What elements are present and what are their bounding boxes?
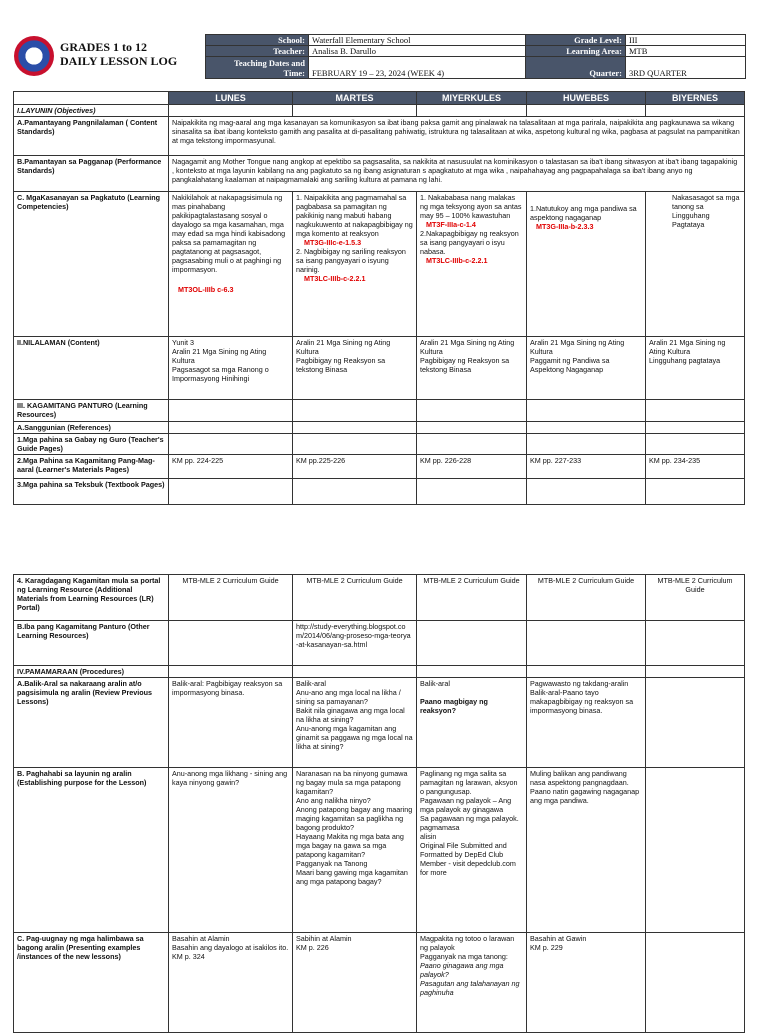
materials-label: III. KAGAMITANG PANTURO (Learning Resources) xyxy=(14,400,169,422)
content-label: II.NILALAMAN (Content) xyxy=(14,337,169,400)
grade-label: Grade Level: xyxy=(526,35,626,46)
examples-label: C. Pag-uugnay ng mga halimbawa sa bagong aralin (Presenting examples /instances of the new lessons) xyxy=(14,933,169,1033)
add-huwebes: MTB-MLE 2 Curriculum Guide xyxy=(527,575,646,621)
lesson-table-2 xyxy=(13,574,745,1033)
competency-lunes: Nakikilahok at nakapagsisimula ng mas pinahabang pakikipagtalastasang sosyal o dayalogo sa mga kasamahan, mga may edad sa mga hindi kabisadong paksa sa pamamagitan ng pagtatanong at pagsasagot, pagsasabing muli o at paghingi ng impormasyon. MT3OL-IIIb c-6.3 xyxy=(169,192,293,337)
area-label: Learning Area: xyxy=(526,46,626,57)
lm-biyernes: KM pp. 234-235 xyxy=(646,455,745,479)
purpose-label: B. Paghahabi sa layunin ng aralin (Establishing purpose for the Lesson) xyxy=(14,768,169,933)
other-resources-label: B.Iba pang Kagamitang Panturo (Other Learning Resources) xyxy=(14,621,169,666)
lm-martes: KM pp.225-226 xyxy=(293,455,417,479)
competency-miyerkules: 1. Nakababasa nang malakas ng mga teksyong ayon sa antas may 95 – 100% kawastuhan MT3F-IIIa-c-1.4 2.Nakapagbibigay ng reaksyon sa isang pangyayari o isyu nabasa. MT3LC-IIIb-c-2.2.1 xyxy=(417,192,527,337)
content-standards-label: A.Pamantayang Pangnilalaman ( Content Standards) xyxy=(14,117,169,156)
day-huwebes: HUWEBES xyxy=(527,92,646,105)
procedures-heading: IV.PAMAMARAAN (Procedures) xyxy=(14,666,169,678)
content-standards-text: Naipakikita ng mag-aaral ang mga kasanayan sa komunikasyon sa ibat ibang paksa gamit ang pinalawak na talasalitaan at mga parirala, naipakikita ang pagkaunawa sa wikang sinasalita sa ibat ibang konteksto gamith ang pasalita at di-pasalitang pahiwatig, istruktura ng talasalitaan at wika, aspetong kultural ng wika, pagbasa at pagsulat na pampanitikan at mga tekstong impormasyunal. xyxy=(169,117,745,156)
performance-standards-label: B.Pamantayan sa Pagganap (Performance Standards) xyxy=(14,156,169,192)
textbook-pages-label: 3.Mga pahina sa Teksbuk (Textbook Pages) xyxy=(14,479,169,505)
day-miyerkules: MIYERKULES xyxy=(417,92,527,105)
competency-biyernes: Nakasasagot sa mga tanong sa Lingguhang Pagtataya xyxy=(646,192,745,337)
content-martes: Aralin 21 Mga Sining ng Ating Kultura Pagbibigay ng Reaksyon sa tekstong Binasa xyxy=(293,337,417,400)
review-lunes: Balik-aral: Pagbibigay reaksyon sa impormasyong binasa. xyxy=(169,678,293,768)
additional-materials-label: 4. Karagdagang Kagamitan mula sa portal ng Learning Resource (Additional Materials from Learning Resources (LR) Portal) xyxy=(14,575,169,621)
competency-huwebes: 1.Natutukoy ang mga pandiwa sa aspektong nagaganap MT3G-IIIa-b-2.3.3 xyxy=(527,192,646,337)
review-label: A.Balik-Aral sa nakaraang aralin at/o pagsisimula ng aralin (Review Previous Lessons) xyxy=(14,678,169,768)
deped-logo xyxy=(14,36,54,76)
lm-pages-label: 2.Mga Pahina sa Kagamitang Pang-Mag-aaral (Learner's Materials Pages) xyxy=(14,455,169,479)
review-huwebes: Pagwawasto ng takdang-aralin Balik-aral-Paano tayo makapagbibigay ng reaksyon sa impormasyong binasa. xyxy=(527,678,646,768)
lesson-table-1 xyxy=(13,91,745,505)
add-miyerkules: MTB-MLE 2 Curriculum Guide xyxy=(417,575,527,621)
review-miyerkules: Balik-aral Paano magbigay ng reaksyon? xyxy=(417,678,527,768)
day-martes: MARTES xyxy=(293,92,417,105)
review-martes: Balik-aral Anu-ano ang mga local na likha / sining sa pamayanan? Bakit nila ginagawa ang mga local na likha at sining? Anu-anong mga kagamitan ang ginamit sa paggawa ng mga local na likha at sining? xyxy=(293,678,417,768)
teacher-value: Analisa B. Darullo xyxy=(309,46,526,57)
examples-lunes: Basahin at Alamin Basahin ang dayalogo at isakilos ito. KM p. 324 xyxy=(169,933,293,1033)
school-label: School: xyxy=(206,35,309,46)
lm-lunes: KM pp. 224-225 xyxy=(169,455,293,479)
purpose-lunes: Anu-anong mga likhang - sining ang kaya ninyong gawin? xyxy=(169,768,293,933)
examples-miyerkules: Magpakita ng totoo o larawan ng palayok Pagganyak na mga tanong: Paano ginagawa ang mga palayok? Pasagutan ang talahanayan ng paghinuha xyxy=(417,933,527,1033)
purpose-huwebes: Muling balikan ang pandiwang nasa aspektong pangnagdaan. Paano natin gagawing nagaganap ang mga pandiwa. xyxy=(527,768,646,933)
purpose-martes: Naranasan na ba ninyong gumawa ng bagay mula sa mga patapong kagamitan? Ano ang nalikha ninyo? Anong patapong bagay ang maaring maging kagamitan sa paglikha ng bagong produkto? Hayaang Makita ng mga bata ang mga bagay na gawa sa mga patapong kagamitan? Pagganyak na Tanong Maari bang gawing mga kagamitan ang mga patapong bagay? xyxy=(293,768,417,933)
lm-miyerkules: KM pp. 226-228 xyxy=(417,455,527,479)
dates-label: Teaching Dates and Time: xyxy=(206,57,309,79)
purpose-miyerkules: Paglinang ng mga salita sa pamagitan ng larawan, aksyon o pangungusap. Pagawaan ng palayok – Ang mga palayok ay ginagawa Sa pagawaan ng mga palayok. pagmamasa alisin Original File Submitted and Formatted by DepEd Club Member - visit depedclub.com for more xyxy=(417,768,527,933)
competencies-label: C. MgaKasanayan sa Pagkatuto (Learning Competencies) xyxy=(14,192,169,337)
examples-huwebes: Basahin at Gawin KM p. 229 xyxy=(527,933,646,1033)
content-huwebes: Aralin 21 Mga Sining ng Ating Kultura Paggamit ng Pandiwa sa Aspektong Nagaganap xyxy=(527,337,646,400)
teacher-label: Teacher: xyxy=(206,46,309,57)
objectives-heading: I.LAYUNIN (Objectives) xyxy=(14,105,169,117)
header-info-table xyxy=(205,34,746,79)
lm-huwebes: KM pp. 227-233 xyxy=(527,455,646,479)
school-value: Waterfall Elementary School xyxy=(309,35,526,46)
quarter-label: Quarter: xyxy=(526,57,626,79)
other-martes-link[interactable]: http://study-everything.blogspot.com/2014/06/ang-proseso-mga-teorya-at-kasanayan-sa.html xyxy=(293,621,417,666)
content-miyerkules: Aralin 21 Mga Sining ng Ating Kultura Pagbibigay ng Reaksyon sa tekstong Binasa xyxy=(417,337,527,400)
dates-value: FEBRUARY 19 – 23, 2024 (WEEK 4) xyxy=(309,57,526,79)
page-title: GRADES 1 to 12 DAILY LESSON LOG xyxy=(60,40,178,68)
guide-pages-label: 1.Mga pahina sa Gabay ng Guro (Teacher's Guide Pages) xyxy=(14,434,169,455)
examples-martes: Sabihin at Alamin KM p. 226 xyxy=(293,933,417,1033)
area-value: MTB xyxy=(626,46,746,57)
add-biyernes: MTB-MLE 2 Curriculum Guide xyxy=(646,575,745,621)
content-lunes: Yunit 3 Aralin 21 Mga Sining ng Ating Kultura Pagsasagot sa mga Ranong o Impormasyong Hinihingi xyxy=(169,337,293,400)
grade-value: III xyxy=(626,35,746,46)
competency-martes: 1. Naipakikita ang pagmamahal sa pagbabasa sa pamagitan ng pakikinig nang mabuti habang nagkukuwento at nakapagbibigay ng mga komento at reaksyon MT3G-IIIc-e-1.5.3 2. Nagbibigay ng sariling reaksyon sa isang pangyayari o isyung narinig. MT3LC-IIIb-c-2.2.1 xyxy=(293,192,417,337)
day-lunes: LUNES xyxy=(169,92,293,105)
quarter-value: 3RD QUARTER xyxy=(626,57,746,79)
content-biyernes: Aralin 21 Mga Sining ng Ating Kultura Lingguhang pagtataya xyxy=(646,337,745,400)
add-martes: MTB-MLE 2 Curriculum Guide xyxy=(293,575,417,621)
add-lunes: MTB-MLE 2 Curriculum Guide xyxy=(169,575,293,621)
references-label: A.Sanggunian (References) xyxy=(14,422,169,434)
day-biyernes: BIYERNES xyxy=(646,92,745,105)
performance-standards-text: Nagagamit ang Mother Tongue nang angkop at epektibo sa pagsasalita, sa nakikita at nasusuulat na kominikasyon o talastasan sa iba't ibang sitwasyon at iba't ibang tagapakinig , konteksto at mga layunin kabilang na ang pagkatuto sa ng ibang asignaturan s apagkatuto at mga wika , naipahahayag ang pagpapahalaga sa iba't ibang anyo ng pangkalahatang kaalaman at naipagmamalaki ang sariling kultura at pamana ng lahi. xyxy=(169,156,745,192)
